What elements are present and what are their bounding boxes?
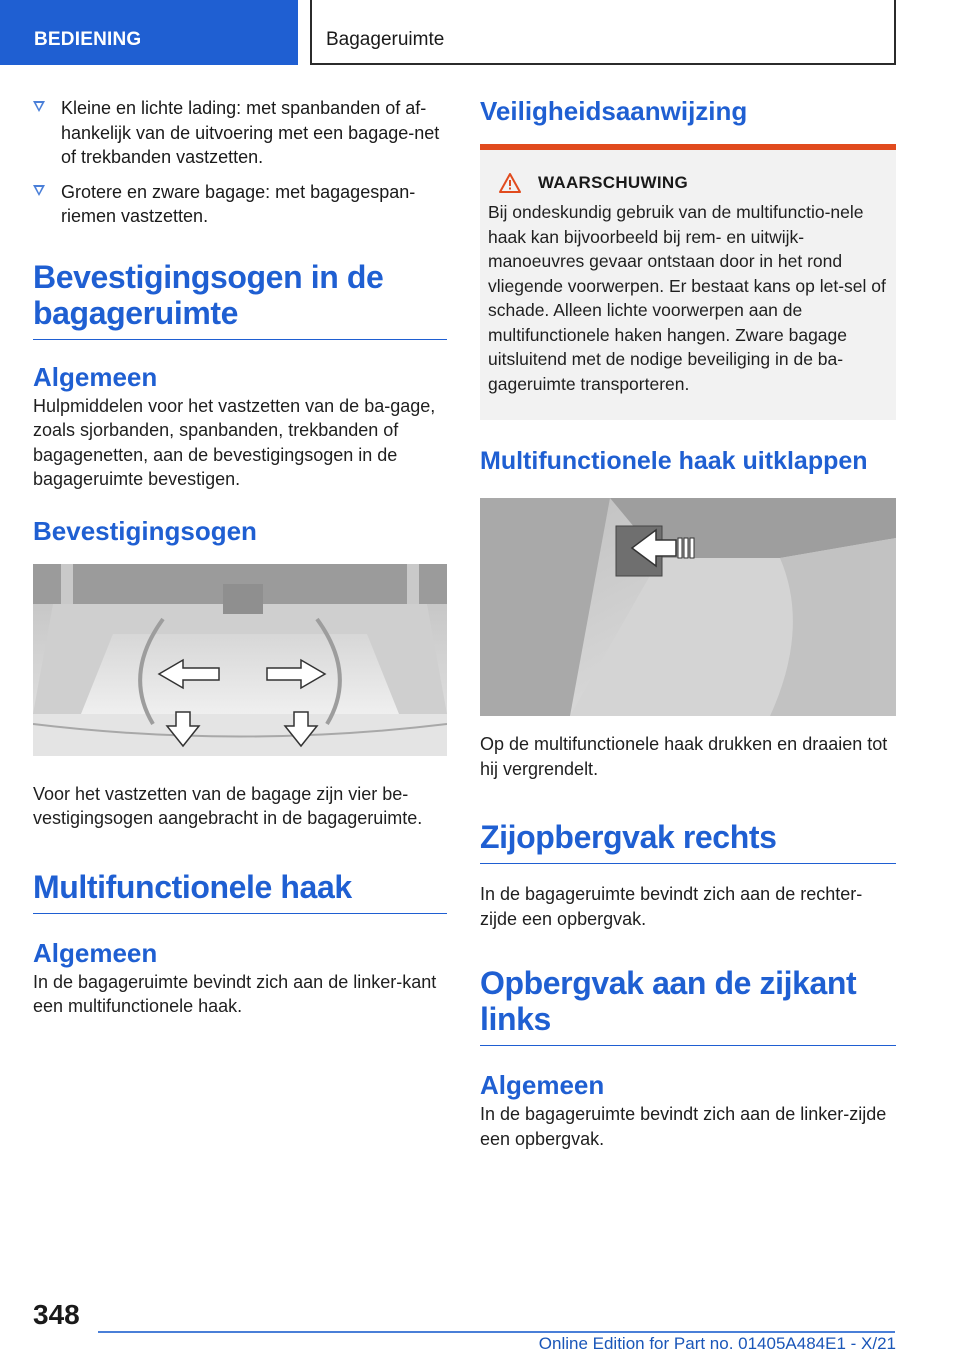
heading-general: Algemeen (33, 937, 158, 968)
paragraph-fold-out: Op de multifunctionele haak drukken en draaien tot hij vergrendelt. (480, 734, 888, 779)
bullet-text: Kleine en lichte lading: met spanbanden of af-hankelijk van de uitvoering met een bagage-net of trekbanden vastzetten. (61, 98, 440, 167)
triangle-down-icon (33, 185, 45, 196)
warning-label: WAARSCHUWING (538, 173, 688, 192)
page-header-title: Bagageruimte (310, 0, 896, 65)
left-column (33, 96, 447, 1019)
warning-header (488, 172, 888, 194)
heading-general: Algemeen (480, 1070, 605, 1100)
footer-divider (98, 1331, 895, 1333)
heading-fixing-eyes-section: Bevestigingsogen in de bagageruimte (33, 259, 447, 340)
paragraph-general: Hulpmiddelen voor het vastzetten van de ba-gage, zoals sjorbanden, spanbanden, trekbanden of bagagenetten, aan de bevestigingsogen in de bagageruimte bevestigen. (33, 395, 436, 489)
triangle-down-icon (33, 101, 45, 112)
warning-text: Bij ondeskundig gebruik van de multifunctio-nele haak kan bijvoorbeeld bij rem- en uitwijk-manoeuvres gevaar ontstaan door in het rond vliegende voorwerpen. Er bestaat kans op let-sel of schade. Alleen lichte voorwerpen aan de multifunctionele haken hangen. Zware bagage uitsluitend met de nodige beveiliging in de ba-gageruimte transporteren. (488, 202, 886, 394)
multifunction-hook-illustration (480, 498, 896, 716)
trunk-floor-illustration (33, 564, 447, 756)
heading-safety-note: Veiligheidsaanwijzing (480, 96, 748, 126)
right-column (480, 96, 896, 1151)
heading-left-storage: Opbergvak aan de zijkant links (480, 965, 896, 1046)
paragraph-fixing-eyes: Voor het vastzetten van de bagage zijn vier be-vestigingsogen aangebracht in de bagageruimte. (33, 783, 423, 828)
chapter-tab: BEDIENING (0, 0, 298, 65)
paragraph-right-storage: In de bagageruimte bevindt zich aan de rechter-zijde een opbergvak. (480, 884, 863, 929)
bullet-item (33, 96, 447, 170)
warning-triangle-icon (498, 172, 522, 194)
heading-general: Algemeen (33, 361, 158, 392)
warning-box (480, 144, 896, 420)
heading-multifunction-hook: Multifunctionele haak (33, 869, 447, 914)
bullet-item (33, 180, 447, 229)
page-number: 348 (33, 1299, 80, 1330)
paragraph-general: In de bagageruimte bevindt zich aan de linker-kant een multifunctionele haak. (33, 971, 437, 1016)
heading-right-storage: Zijopbergvak rechts (480, 819, 896, 864)
bullet-text: Grotere en zware bagage: met bagagespan-riemen vastzetten. (61, 181, 416, 226)
heading-fixing-eyes: Bevestigingsogen (33, 515, 257, 546)
heading-fold-out-hook: Multifunctionele haak uitklappen (480, 447, 868, 475)
paragraph-general: In de bagageruimte bevindt zich aan de linker-zijde een opbergvak. (480, 1104, 887, 1149)
footer-edition: Online Edition for Part no. 01405A484E1 - X/21 (538, 1334, 896, 1353)
